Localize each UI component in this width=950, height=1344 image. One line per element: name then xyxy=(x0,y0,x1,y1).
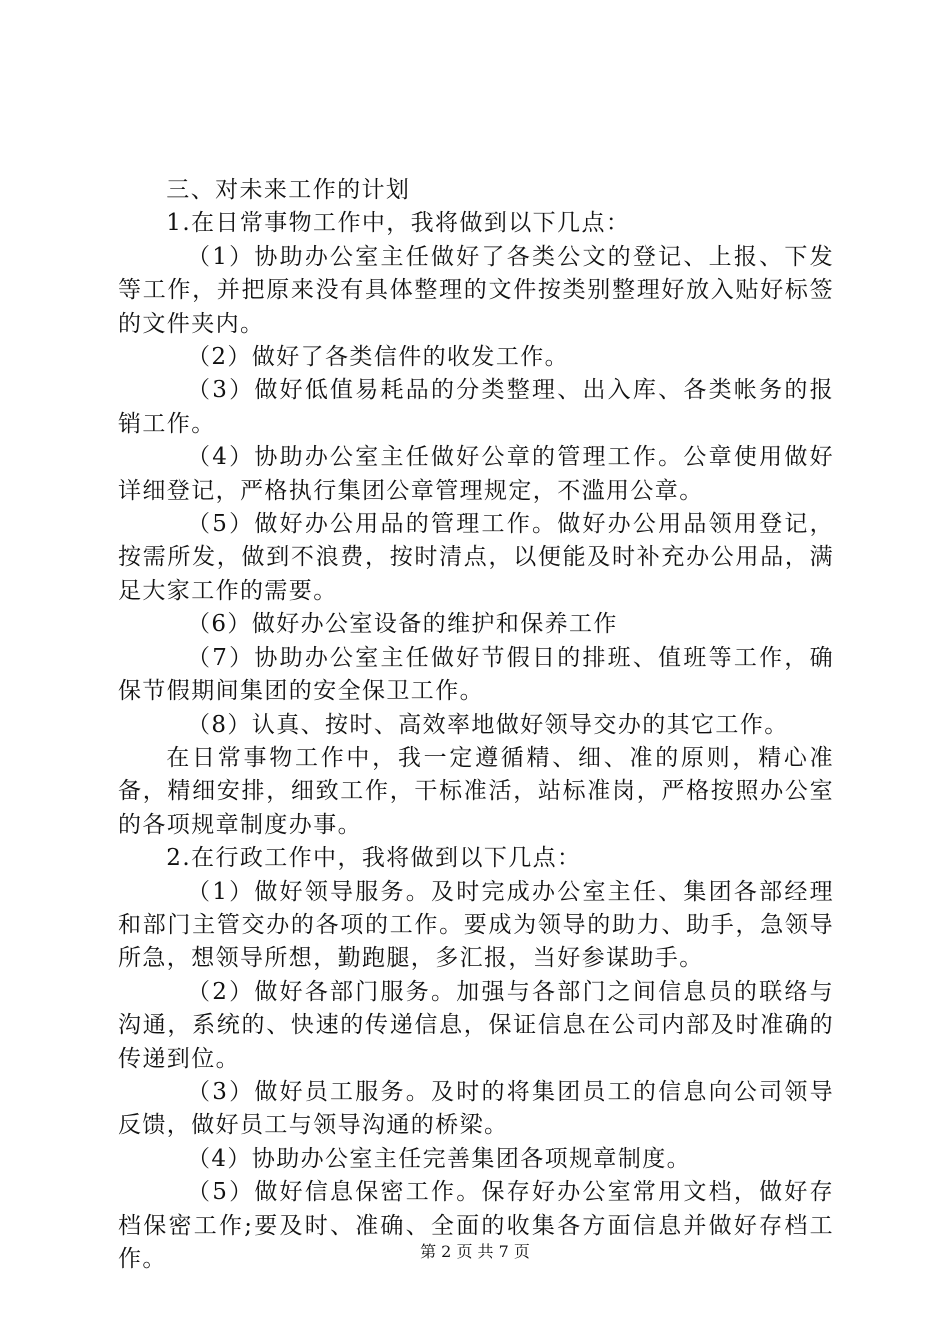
list-item: （8）认真、按时、高效率地做好领导交办的其它工作。 xyxy=(187,711,789,738)
list-item: （6）做好办公室设备的维护和保养工作 xyxy=(187,611,618,638)
list-item: （4）协助办公室主任完善集团各项规章制度。 xyxy=(187,1145,692,1172)
subsection-heading: 2.在行政工作中，我将做到以下几点： xyxy=(166,845,582,872)
list-item: （4）协助办公室主任做好公章的管理工作。公章使用做好详细登记，严格执行集团公章管理规定，不滥用公章。 xyxy=(118,444,834,504)
list-item: （2）做好了各类信件的收发工作。 xyxy=(187,344,570,371)
subsection-heading: 1.在日常事物工作中，我将做到以下几点： xyxy=(166,210,631,237)
list-item: （3）做好员工服务。及时的将集团员工的信息向公司领导反馈，做好员工与领导沟通的桥梁。 xyxy=(118,1078,834,1139)
list-item: （1）做好领导服务。及时完成办公室主任、集团各部经理和部门主管交办的各项的工作。要成为领导的助力、助手，急领导所急，想领导所想，勤跑腿，多汇报，当好参谋助手。 xyxy=(118,878,834,972)
list-item: （5）做好信息保密工作。保存好办公室常用文档，做好存档保密工作;要及时、准确、全面的收集各方面信息并做好存档工作。 xyxy=(118,1179,834,1272)
page-footer xyxy=(0,1241,950,1263)
list-item: （5）做好办公用品的管理工作。做好办公用品领用登记，按需所发，做到不浪费，按时清点，以便能及时补充办公用品，满足大家工作的需要。 xyxy=(118,511,834,604)
list-item: （1）协助办公室主任做好了各类公文的登记、上报、下发等工作，并把原来没有具体整理的文件按类别整理好放入贴好标签的文件夹内。 xyxy=(118,243,834,337)
summary-paragraph: 在日常事物工作中，我一定遵循精、细、准的原则，精心准备，精细安排，细致工作，干标准活，站标准岗，严格按照办公室的各项规章制度办事。 xyxy=(118,744,834,838)
section-heading: 三、对未来工作的计划 xyxy=(166,177,411,203)
page-number: 第 2 页 共 7 页 xyxy=(420,1242,530,1261)
list-item: （7）协助办公室主任做好节假日的排班、值班等工作，确保节假期间集团的安全保卫工作。 xyxy=(118,644,834,705)
document-body xyxy=(118,174,834,1276)
list-item: （3）做好低值易耗品的分类整理、出入库、各类帐务的报销工作。 xyxy=(118,377,834,437)
list-item: （2）做好各部门服务。加强与各部门之间信息员的联络与沟通，系统的、快速的传递信息，保证信息在公司内部及时准确的传递到位。 xyxy=(118,978,834,1072)
